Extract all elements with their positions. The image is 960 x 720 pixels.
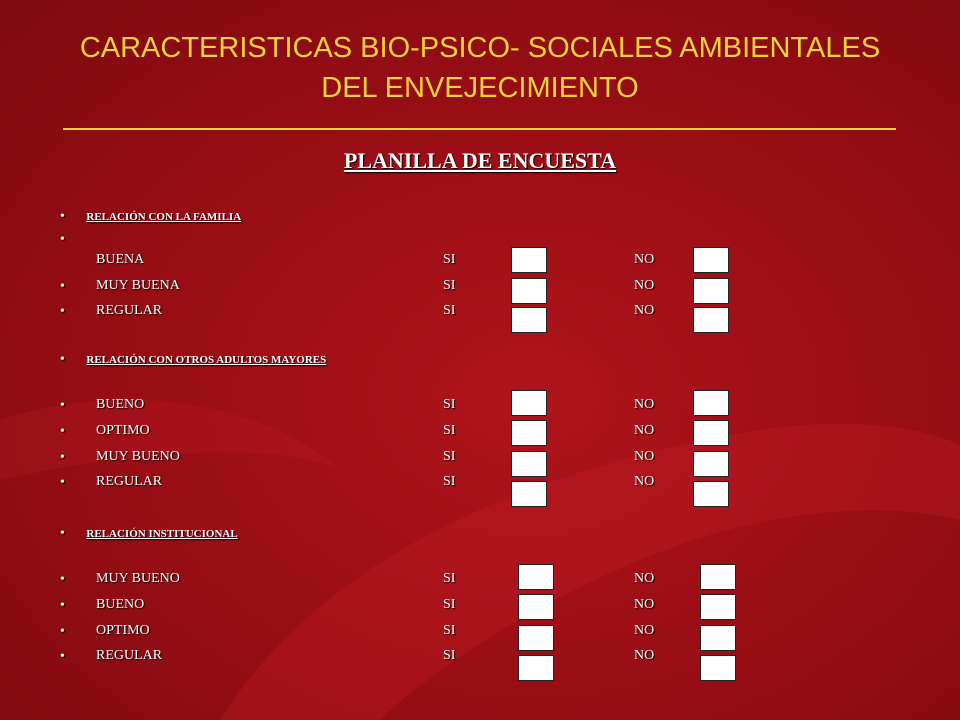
no-checkbox[interactable] bbox=[693, 307, 729, 333]
si-checkbox[interactable] bbox=[518, 564, 554, 590]
bullet-icon: • bbox=[60, 398, 65, 413]
no-checkbox[interactable] bbox=[693, 390, 729, 416]
section-heading-adultos bbox=[60, 351, 326, 369]
bullet-icon: • bbox=[60, 572, 65, 587]
no-label: NO bbox=[634, 397, 655, 412]
si-checkbox[interactable] bbox=[511, 420, 547, 446]
bullet-icon: • bbox=[60, 232, 65, 247]
no-label: NO bbox=[634, 571, 655, 586]
si-checkbox[interactable] bbox=[518, 594, 554, 620]
si-label: SI bbox=[443, 449, 456, 464]
si-label: SI bbox=[443, 423, 456, 438]
bullet-icon: • bbox=[60, 209, 65, 224]
bullet-icon: • bbox=[60, 450, 65, 465]
no-label: NO bbox=[634, 648, 655, 663]
no-label: NO bbox=[634, 423, 655, 438]
si-checkbox[interactable] bbox=[511, 451, 547, 477]
title-line-1: CARACTERISTICAS BIO-PSICO- SOCIALES AMBIENTALES bbox=[79, 32, 881, 64]
row-label: OPTIMO bbox=[96, 423, 150, 438]
bullet-icon: • bbox=[60, 424, 65, 439]
row-label: BUENA bbox=[96, 252, 145, 267]
no-checkbox[interactable] bbox=[693, 481, 729, 507]
title-line-2: DEL ENVEJECIMIENTO bbox=[321, 72, 639, 104]
bullet-icon: • bbox=[60, 279, 65, 294]
no-checkbox[interactable] bbox=[693, 420, 729, 446]
si-label: SI bbox=[443, 397, 456, 412]
section-heading-familia bbox=[60, 208, 241, 226]
no-label: NO bbox=[634, 474, 655, 489]
empty-bullet bbox=[60, 231, 65, 249]
section-heading-label: RELACIÓN CON OTROS ADULTOS MAYORES bbox=[86, 354, 327, 366]
row-label: REGULAR bbox=[96, 648, 163, 663]
si-checkbox[interactable] bbox=[511, 307, 547, 333]
row-label: OPTIMO bbox=[96, 623, 150, 638]
no-label: NO bbox=[634, 252, 655, 267]
no-checkbox[interactable] bbox=[700, 594, 736, 620]
bullet-row bbox=[60, 648, 65, 666]
bullet-row bbox=[60, 397, 65, 415]
row-label: REGULAR bbox=[96, 303, 163, 318]
si-label: SI bbox=[443, 571, 456, 586]
bullet-row bbox=[60, 623, 65, 641]
bullet-icon: • bbox=[60, 598, 65, 613]
bullet-row bbox=[60, 278, 65, 296]
row-label: REGULAR bbox=[96, 474, 163, 489]
no-label: NO bbox=[634, 597, 655, 612]
bullet-row bbox=[60, 303, 65, 321]
row-label: MUY BUENO bbox=[96, 449, 180, 464]
si-checkbox[interactable] bbox=[511, 247, 547, 273]
bullet-icon: • bbox=[60, 649, 65, 664]
row-label: MUY BUENA bbox=[96, 278, 180, 293]
bullet-row bbox=[60, 423, 65, 441]
si-label: SI bbox=[443, 597, 456, 612]
no-label: NO bbox=[634, 278, 655, 293]
bullet-row bbox=[60, 449, 65, 467]
row-label: MUY BUENO bbox=[96, 571, 180, 586]
no-checkbox[interactable] bbox=[700, 625, 736, 651]
bullet-icon: • bbox=[60, 304, 65, 319]
bullet-row bbox=[60, 571, 65, 589]
bullet-icon: • bbox=[60, 624, 65, 639]
bullet-icon: • bbox=[60, 352, 65, 367]
si-checkbox[interactable] bbox=[518, 625, 554, 651]
bullet-icon: • bbox=[60, 526, 65, 541]
si-checkbox[interactable] bbox=[511, 390, 547, 416]
section-heading-label: RELACIÓN CON LA FAMILIA bbox=[86, 211, 242, 223]
no-label: NO bbox=[634, 449, 655, 464]
si-label: SI bbox=[443, 648, 456, 663]
bullet-row bbox=[60, 597, 65, 615]
survey-subtitle: PLANILLA DE ENCUESTA bbox=[343, 148, 617, 173]
bullet-row bbox=[60, 474, 65, 492]
no-checkbox[interactable] bbox=[693, 278, 729, 304]
section-heading-institucional bbox=[60, 525, 238, 543]
si-label: SI bbox=[443, 252, 456, 267]
si-label: SI bbox=[443, 623, 456, 638]
no-checkbox[interactable] bbox=[693, 247, 729, 273]
page-title bbox=[0, 28, 960, 108]
si-checkbox[interactable] bbox=[511, 278, 547, 304]
si-label: SI bbox=[443, 303, 456, 318]
si-checkbox[interactable] bbox=[511, 481, 547, 507]
si-label: SI bbox=[443, 278, 456, 293]
row-label: BUENO bbox=[96, 397, 145, 412]
no-checkbox[interactable] bbox=[693, 451, 729, 477]
no-checkbox[interactable] bbox=[700, 564, 736, 590]
row-label: BUENO bbox=[96, 597, 145, 612]
bullet-icon: • bbox=[60, 475, 65, 490]
si-checkbox[interactable] bbox=[518, 655, 554, 681]
section-heading-label: RELACIÓN INSTITUCIONAL bbox=[86, 528, 238, 540]
no-checkbox[interactable] bbox=[700, 655, 736, 681]
no-label: NO bbox=[634, 623, 655, 638]
si-label: SI bbox=[443, 474, 456, 489]
no-label: NO bbox=[634, 303, 655, 318]
title-divider bbox=[63, 128, 896, 130]
